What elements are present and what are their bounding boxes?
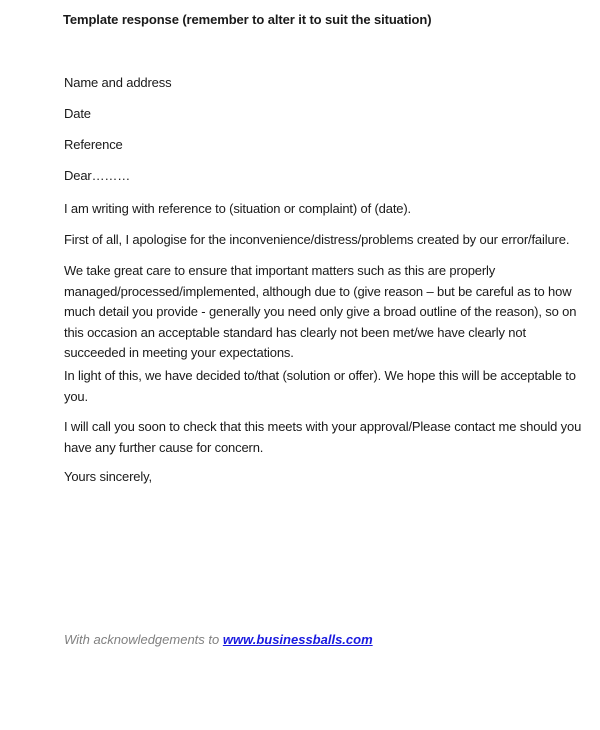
acknowledgement-line [64, 632, 373, 647]
closing-text: Yours sincerely, [64, 469, 152, 484]
paragraph-3-line: We take great care to ensure that important matters such as this are properly [64, 263, 496, 278]
paragraph-5-line: I will call you soon to check that this meets with your approval/Please contact me should you [64, 419, 582, 434]
name-and-address-line [64, 73, 544, 94]
document-title: Template response (remember to alter it to suit the situation) [63, 12, 432, 27]
paragraph-1 [64, 199, 544, 220]
acknowledgement-prefix: With acknowledgements to [64, 632, 223, 647]
paragraph-5 [64, 417, 582, 458]
paragraph-4-line: you. [64, 388, 88, 404]
date-line [64, 104, 544, 125]
paragraph-1-text: I am writing with reference to (situation or complaint) of (date). [64, 201, 412, 216]
paragraph-3-line: much detail you provide - generally you need only give a broad outline of the reason), so on [64, 304, 577, 319]
paragraph-2 [64, 230, 570, 251]
businessballs-link[interactable]: www.businessballs.com [222, 632, 373, 647]
paragraph-3-line: managed/processed/implemented, although due to (give reason – but be careful as to how [64, 283, 572, 299]
salutation-text: Dear……… [64, 168, 131, 183]
name-and-address-text: Name and address [64, 75, 172, 90]
date-text: Date [64, 106, 91, 121]
closing-line [64, 467, 544, 488]
paragraph-5-line: have any further cause for concern. [64, 439, 264, 455]
paragraph-2-text: First of all, I apologise for the inconvenience/distress/problems created by our error/failure. [64, 232, 570, 247]
paragraph-3-line: succeeded in meeting your expectations. [64, 345, 294, 360]
reference-line [64, 135, 544, 156]
reference-text: Reference [64, 137, 123, 152]
paragraph-3 [64, 261, 577, 364]
paragraph-3-line: this occasion an acceptable standard has clearly not been met/we have clearly not [64, 324, 526, 340]
salutation-line [64, 166, 544, 187]
paragraph-4-line: In light of this, we have decided to/that (solution or offer). We hope this will be acceptable to [64, 368, 576, 383]
paragraph-4 [64, 366, 576, 407]
